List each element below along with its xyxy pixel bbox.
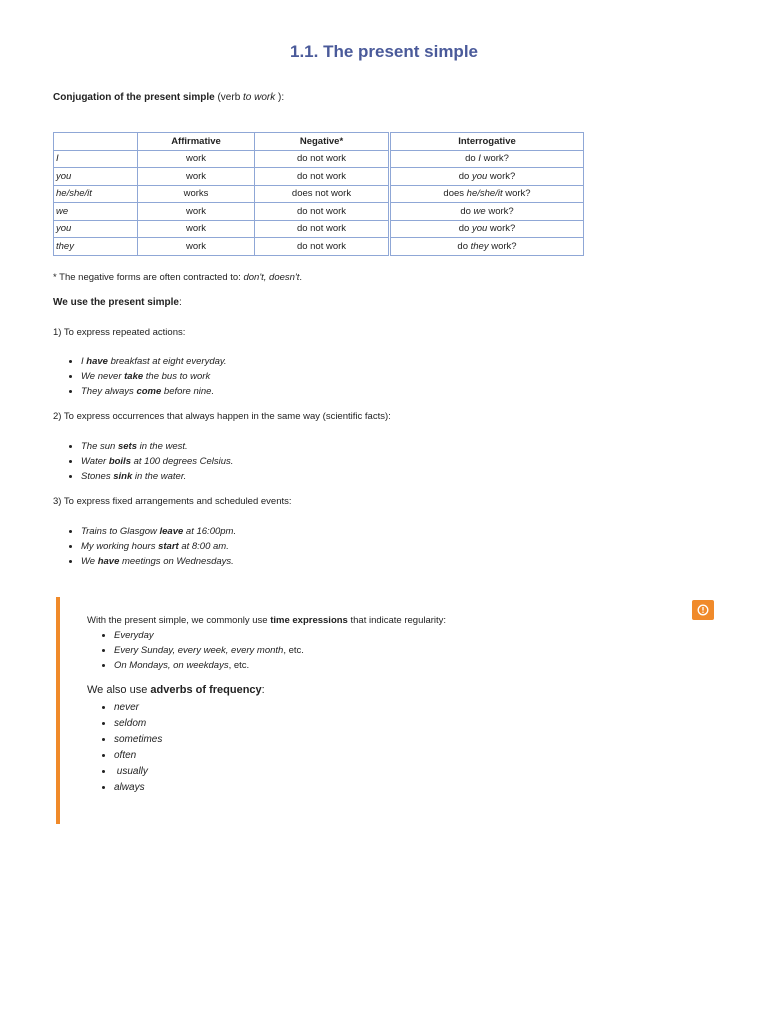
- conjugation-table: [53, 132, 584, 256]
- cell-subject: I: [54, 150, 138, 168]
- cell-interrogative: [390, 203, 584, 221]
- section-heading: 3) To express fixed arrangements and scheduled events:: [53, 496, 292, 507]
- time-expressions-intro: With the present simple, we commonly use time expressions that indicate regularity:: [87, 615, 447, 626]
- list-item: • seldom: [114, 716, 162, 732]
- int-post: work?: [487, 170, 516, 182]
- cell-negative: do not work: [255, 203, 390, 221]
- cell-subject: you: [54, 168, 138, 186]
- list-item: • Every Sunday, every week, every month, etc.: [114, 643, 304, 658]
- table-row: [54, 185, 584, 203]
- intro-bold: Conjugation of the present simple: [53, 92, 215, 103]
- cell-interrogative: [390, 150, 584, 168]
- list-item: • often: [114, 748, 162, 764]
- time-expressions-list: [87, 628, 304, 673]
- cell-interrogative: [390, 185, 584, 203]
- header-subject: [54, 133, 138, 151]
- cell-subject: they: [54, 238, 138, 256]
- cell-affirmative: work: [138, 203, 255, 221]
- list-item: • always: [114, 780, 162, 796]
- adverbs-intro: We also use adverbs of frequency:: [87, 684, 265, 696]
- usage-heading-bold: We use the present simple: [53, 297, 179, 308]
- list-item: • My working hours start at 8:00 am.: [81, 539, 236, 554]
- int-subject: I: [478, 153, 481, 165]
- int-post: work?: [480, 153, 509, 165]
- cell-affirmative: work: [138, 238, 255, 256]
- list-item: • Everyday: [114, 628, 304, 643]
- list-item: • We never take the bus to work: [81, 369, 227, 384]
- section-heading: 1) To express repeated actions:: [53, 327, 186, 338]
- note-pre: * The negative forms are often contracted to:: [53, 272, 244, 283]
- int-subject: he/she/it: [466, 188, 503, 200]
- list-item: • The sun sets in the west.: [81, 439, 233, 454]
- int-pre: do: [458, 170, 472, 182]
- cell-negative: do not work: [255, 150, 390, 168]
- info-button[interactable]: [692, 600, 714, 620]
- cell-negative: does not work: [255, 185, 390, 203]
- cell-subject: you: [54, 220, 138, 238]
- example-list: [53, 439, 233, 484]
- list-item: • Trains to Glasgow leave at 16:00pm.: [81, 524, 236, 539]
- example-list: [53, 354, 227, 399]
- usage-heading: [53, 297, 182, 308]
- example-list: [53, 524, 236, 569]
- cell-interrogative: [390, 168, 584, 186]
- table-row: [54, 220, 584, 238]
- table-row: [54, 203, 584, 221]
- intro-pre: (verb: [214, 92, 244, 103]
- intro-verb: to work: [243, 92, 276, 103]
- cell-negative: do not work: [255, 168, 390, 186]
- table-row: [54, 238, 584, 256]
- conjugation-intro: [53, 92, 284, 103]
- page-title: 1.1. The present simple: [289, 42, 478, 61]
- int-pre: do: [458, 223, 472, 235]
- int-pre: does: [443, 188, 467, 200]
- int-subject: we: [473, 205, 486, 217]
- cell-negative: do not work: [255, 220, 390, 238]
- list-item: • Water boils at 100 degrees Celsius.: [81, 454, 233, 469]
- int-post: work?: [485, 205, 514, 217]
- table-row: [54, 150, 584, 168]
- cell-affirmative: work: [138, 168, 255, 186]
- list-item: • sometimes: [114, 732, 162, 748]
- int-subject: you: [471, 223, 488, 235]
- int-pre: do: [465, 153, 479, 165]
- cell-subject: he/she/it: [54, 185, 138, 203]
- list-item: • On Mondays, on weekdays, etc.: [114, 658, 304, 673]
- list-item: • We have meetings on Wednesdays.: [81, 554, 236, 569]
- cell-affirmative: works: [138, 185, 255, 203]
- int-pre: do: [460, 205, 474, 217]
- list-item: • never: [114, 700, 162, 716]
- header-interrogative: Interrogative: [390, 133, 584, 151]
- cell-negative: do not work: [255, 238, 390, 256]
- cell-subject: we: [54, 203, 138, 221]
- callout-accent-bar: [56, 597, 60, 824]
- list-item: • They always come before nine.: [81, 384, 227, 399]
- cell-interrogative: [390, 238, 584, 256]
- note-post: .: [299, 272, 303, 283]
- cell-affirmative: work: [138, 150, 255, 168]
- table-header-row: [54, 133, 584, 151]
- adverbs-list: [87, 700, 162, 796]
- note-forms: don't, doesn't: [243, 272, 300, 283]
- list-item: • usually: [114, 764, 162, 780]
- int-pre: do: [457, 240, 471, 252]
- header-negative: Negative*: [255, 133, 390, 151]
- section-heading: 2) To express occurrences that always happen in the same way (scientific facts):: [53, 411, 391, 422]
- cell-interrogative: [390, 220, 584, 238]
- int-subject: you: [471, 170, 488, 182]
- table-row: [54, 168, 584, 186]
- intro-post: ):: [275, 92, 285, 103]
- header-affirmative: Affirmative: [138, 133, 255, 151]
- int-subject: they: [470, 240, 489, 252]
- info-icon: [697, 604, 709, 616]
- cell-affirmative: work: [138, 220, 255, 238]
- list-item: • I have breakfast at eight everyday.: [81, 354, 227, 369]
- int-post: work?: [487, 223, 516, 235]
- int-post: work?: [488, 240, 517, 252]
- usage-heading-post: :: [178, 297, 182, 308]
- contraction-note: [53, 272, 302, 283]
- list-item: • Stones sink in the water.: [81, 469, 233, 484]
- int-post: work?: [502, 188, 531, 200]
